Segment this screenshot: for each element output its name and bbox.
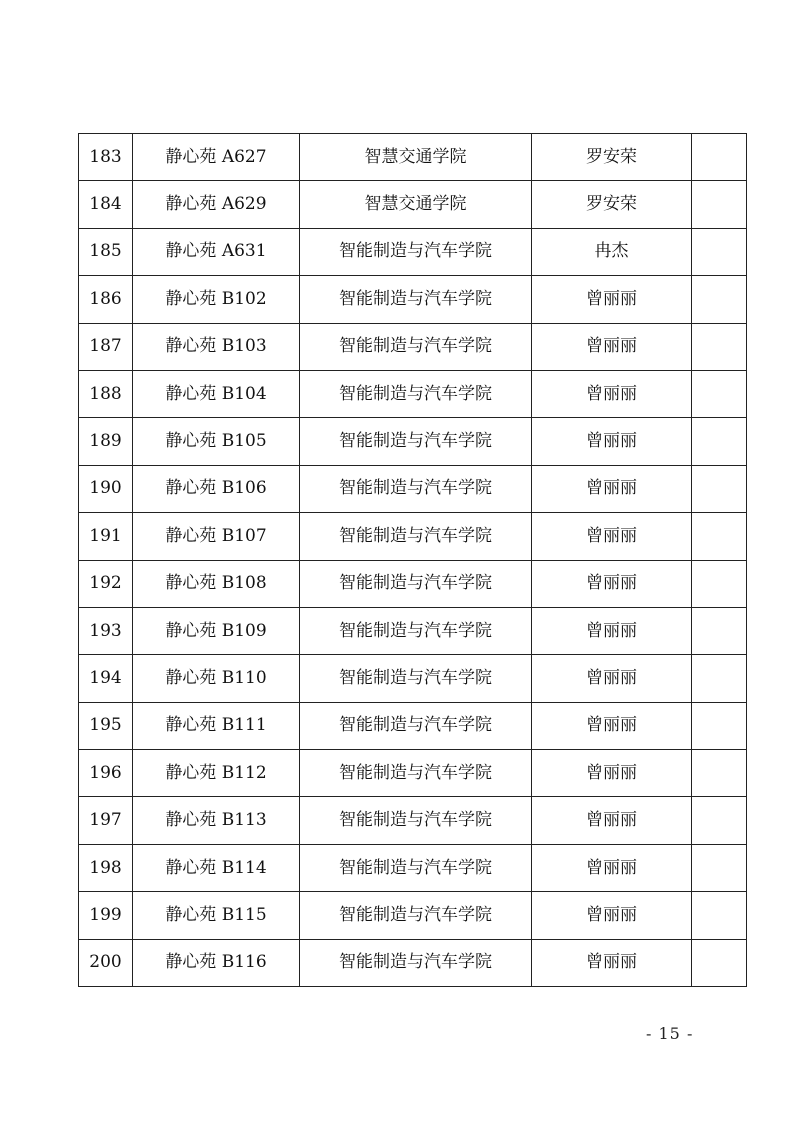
room-cell: 静心苑 B104 xyxy=(133,370,300,417)
college-cell: 智慧交通学院 xyxy=(300,181,532,228)
table-row xyxy=(79,465,747,512)
college-cell: 智能制造与汽车学院 xyxy=(300,228,532,275)
college-cell: 智能制造与汽车学院 xyxy=(300,607,532,654)
table-body xyxy=(79,134,747,987)
table-row xyxy=(79,655,747,702)
room-cell: 静心苑 B115 xyxy=(133,892,300,939)
table-row xyxy=(79,892,747,939)
note-cell xyxy=(692,939,747,986)
note-cell xyxy=(692,655,747,702)
table-row xyxy=(79,797,747,844)
college-cell: 智慧交通学院 xyxy=(300,134,532,181)
room-cell: 静心苑 B102 xyxy=(133,276,300,323)
row-number-cell: 188 xyxy=(79,370,133,417)
college-cell: 智能制造与汽车学院 xyxy=(300,465,532,512)
note-cell xyxy=(692,181,747,228)
table-row xyxy=(79,607,747,654)
person-cell: 曾丽丽 xyxy=(532,370,692,417)
room-cell: 静心苑 A631 xyxy=(133,228,300,275)
table-row xyxy=(79,560,747,607)
college-cell: 智能制造与汽车学院 xyxy=(300,560,532,607)
college-cell: 智能制造与汽车学院 xyxy=(300,892,532,939)
dormitory-table xyxy=(78,133,747,987)
room-cell: 静心苑 B114 xyxy=(133,844,300,891)
person-cell: 曾丽丽 xyxy=(532,655,692,702)
room-cell: 静心苑 B103 xyxy=(133,323,300,370)
row-number-cell: 196 xyxy=(79,750,133,797)
room-cell: 静心苑 B107 xyxy=(133,513,300,560)
row-number-cell: 197 xyxy=(79,797,133,844)
person-cell: 曾丽丽 xyxy=(532,607,692,654)
row-number-cell: 194 xyxy=(79,655,133,702)
person-cell: 冉杰 xyxy=(532,228,692,275)
person-cell: 曾丽丽 xyxy=(532,892,692,939)
row-number-cell: 183 xyxy=(79,134,133,181)
person-cell: 罗安荣 xyxy=(532,134,692,181)
note-cell xyxy=(692,702,747,749)
person-cell: 曾丽丽 xyxy=(532,560,692,607)
college-cell: 智能制造与汽车学院 xyxy=(300,513,532,560)
note-cell xyxy=(692,370,747,417)
table-row xyxy=(79,181,747,228)
college-cell: 智能制造与汽车学院 xyxy=(300,750,532,797)
note-cell xyxy=(692,797,747,844)
row-number-cell: 187 xyxy=(79,323,133,370)
room-cell: 静心苑 B105 xyxy=(133,418,300,465)
table-row xyxy=(79,323,747,370)
room-cell: 静心苑 B111 xyxy=(133,702,300,749)
row-number-cell: 200 xyxy=(79,939,133,986)
room-cell: 静心苑 B113 xyxy=(133,797,300,844)
room-cell: 静心苑 B112 xyxy=(133,750,300,797)
row-number-cell: 193 xyxy=(79,607,133,654)
college-cell: 智能制造与汽车学院 xyxy=(300,844,532,891)
table-row xyxy=(79,513,747,560)
note-cell xyxy=(692,607,747,654)
table-row xyxy=(79,418,747,465)
table-row xyxy=(79,276,747,323)
row-number-cell: 195 xyxy=(79,702,133,749)
room-cell: 静心苑 B109 xyxy=(133,607,300,654)
note-cell xyxy=(692,418,747,465)
college-cell: 智能制造与汽车学院 xyxy=(300,370,532,417)
person-cell: 曾丽丽 xyxy=(532,939,692,986)
college-cell: 智能制造与汽车学院 xyxy=(300,655,532,702)
room-cell: 静心苑 B110 xyxy=(133,655,300,702)
table-row xyxy=(79,750,747,797)
table-row xyxy=(79,939,747,986)
note-cell xyxy=(692,750,747,797)
room-cell: 静心苑 A627 xyxy=(133,134,300,181)
note-cell xyxy=(692,844,747,891)
college-cell: 智能制造与汽车学院 xyxy=(300,797,532,844)
row-number-cell: 198 xyxy=(79,844,133,891)
person-cell: 曾丽丽 xyxy=(532,844,692,891)
note-cell xyxy=(692,892,747,939)
room-cell: 静心苑 B116 xyxy=(133,939,300,986)
person-cell: 曾丽丽 xyxy=(532,797,692,844)
college-cell: 智能制造与汽车学院 xyxy=(300,276,532,323)
note-cell xyxy=(692,276,747,323)
row-number-cell: 190 xyxy=(79,465,133,512)
table-row xyxy=(79,370,747,417)
row-number-cell: 199 xyxy=(79,892,133,939)
college-cell: 智能制造与汽车学院 xyxy=(300,323,532,370)
college-cell: 智能制造与汽车学院 xyxy=(300,702,532,749)
note-cell xyxy=(692,465,747,512)
page-number: - 15 - xyxy=(646,1024,694,1043)
person-cell: 曾丽丽 xyxy=(532,323,692,370)
room-cell: 静心苑 B108 xyxy=(133,560,300,607)
college-cell: 智能制造与汽车学院 xyxy=(300,939,532,986)
note-cell xyxy=(692,513,747,560)
person-cell: 曾丽丽 xyxy=(532,702,692,749)
person-cell: 曾丽丽 xyxy=(532,276,692,323)
person-cell: 曾丽丽 xyxy=(532,465,692,512)
row-number-cell: 184 xyxy=(79,181,133,228)
note-cell xyxy=(692,134,747,181)
person-cell: 曾丽丽 xyxy=(532,418,692,465)
row-number-cell: 189 xyxy=(79,418,133,465)
row-number-cell: 192 xyxy=(79,560,133,607)
person-cell: 罗安荣 xyxy=(532,181,692,228)
note-cell xyxy=(692,323,747,370)
table-row xyxy=(79,702,747,749)
table-row xyxy=(79,228,747,275)
row-number-cell: 186 xyxy=(79,276,133,323)
room-cell: 静心苑 B106 xyxy=(133,465,300,512)
person-cell: 曾丽丽 xyxy=(532,513,692,560)
person-cell: 曾丽丽 xyxy=(532,750,692,797)
room-cell: 静心苑 A629 xyxy=(133,181,300,228)
row-number-cell: 185 xyxy=(79,228,133,275)
row-number-cell: 191 xyxy=(79,513,133,560)
table-row xyxy=(79,844,747,891)
table-row xyxy=(79,134,747,181)
college-cell: 智能制造与汽车学院 xyxy=(300,418,532,465)
note-cell xyxy=(692,560,747,607)
note-cell xyxy=(692,228,747,275)
